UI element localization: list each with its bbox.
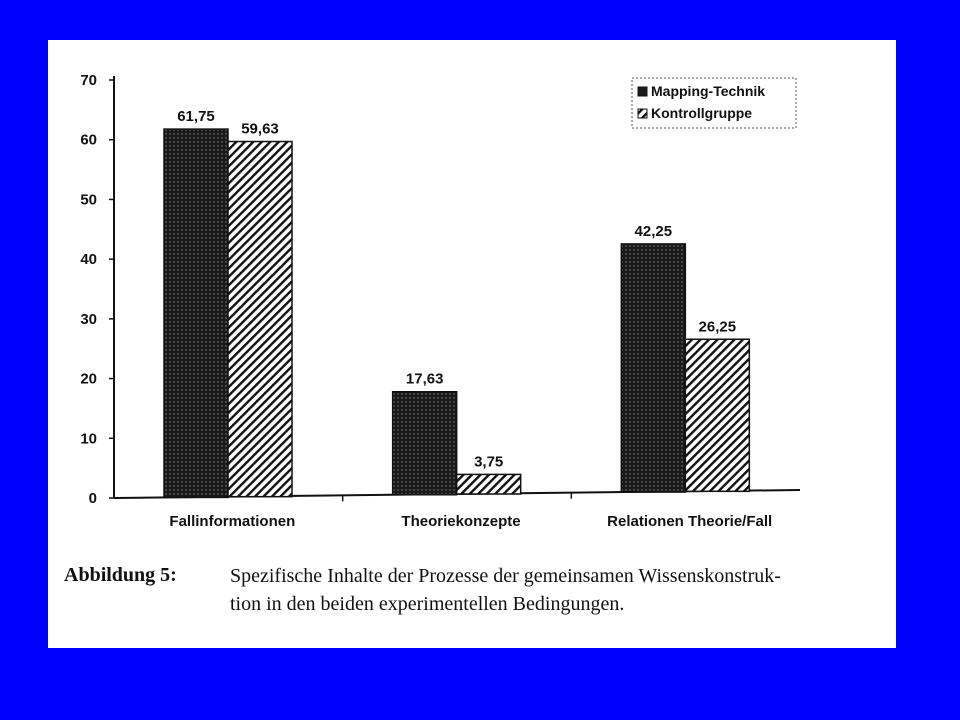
legend-swatch	[638, 87, 647, 96]
category-label: Fallinformationen	[169, 513, 296, 530]
bar-kontrollgruppe	[457, 474, 521, 494]
bar-mapping-technik	[164, 129, 228, 497]
category-label: Theoriekonzepte	[401, 513, 521, 530]
caption-text: Spezifische Inhalte der Prozesse der gemeinsamen Wissenskonstruk- tion in den beiden experimentellen Bedingungen.	[230, 565, 781, 615]
y-tick-label: 20	[80, 370, 97, 388]
legend	[632, 78, 796, 128]
figure-card	[48, 40, 896, 648]
data-label: 61,75	[177, 108, 215, 126]
data-label: 42,25	[634, 222, 673, 240]
data-label: 59,63	[241, 120, 279, 138]
bar-chart	[48, 40, 896, 550]
bars	[164, 108, 772, 530]
y-tick-label: 10	[80, 430, 97, 448]
bar-mapping-technik	[393, 392, 457, 495]
y-tick-label: 30	[80, 310, 97, 328]
y-tick-label: 50	[80, 191, 97, 209]
y-tick-label: 60	[80, 131, 97, 149]
legend-swatch	[638, 109, 647, 118]
data-label: 17,63	[405, 370, 444, 388]
bar-mapping-technik	[621, 244, 685, 492]
bar-kontrollgruppe	[685, 339, 749, 491]
y-tick-label: 0	[88, 490, 97, 507]
y-tick-label: 70	[80, 72, 97, 89]
category-label: Relationen Theorie/Fall	[607, 513, 773, 530]
legend-label: Mapping-Technik	[651, 83, 766, 99]
bar-kontrollgruppe	[228, 142, 292, 497]
data-label: 26,25	[698, 318, 737, 336]
legend-label: Kontrollgruppe	[651, 105, 753, 121]
y-tick-label: 40	[80, 251, 97, 269]
data-label: 3,75	[474, 453, 504, 471]
caption-label: Abbildung 5:	[64, 564, 177, 586]
